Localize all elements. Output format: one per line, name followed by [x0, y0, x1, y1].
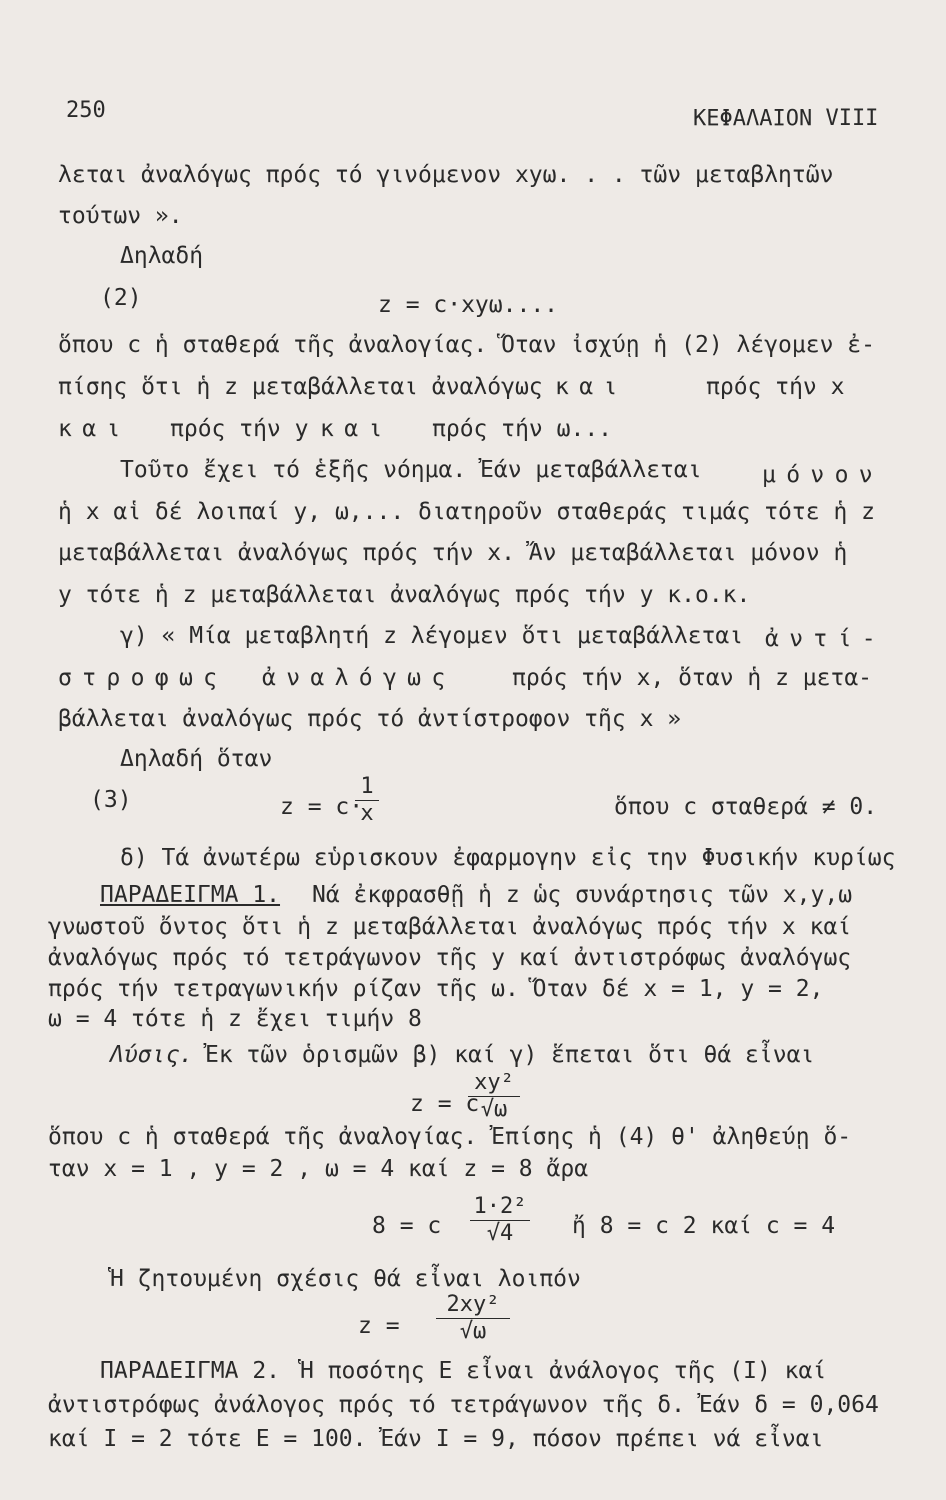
text-line: τούτων ».	[58, 203, 183, 229]
numerator: xy²	[474, 1070, 514, 1095]
solution-label: Λύσις.	[110, 1042, 194, 1068]
equation: z = c	[410, 1091, 480, 1117]
numerator: 2xy²	[446, 1292, 500, 1317]
example-label: ΠΑΡΑΔΕΙΓΜΑ 1.	[100, 882, 281, 908]
text-line: πρός τήν ω...	[432, 416, 613, 442]
numerator: 1·2²	[473, 1194, 527, 1219]
fraction	[436, 1292, 510, 1345]
spaced-word: και	[555, 374, 628, 400]
text-line: πρός τήν τετραγωνικήν ρίζαν τῆς ω. Ὅταν δέ x = 1, y = 2,	[48, 976, 824, 1002]
text-line: γ) « Μία μεταβλητή z λέγομεν ὅτι μεταβάλλεται	[120, 623, 744, 649]
text-line: μεταβάλλεται ἀναλόγως πρός τήν x. Ἄν μεταβάλλεται μόνον ἡ	[58, 540, 848, 566]
text-line: πρός τήν x	[706, 374, 845, 400]
text-line: Ἐκ τῶν ὁρισμῶν β) καί γ) ἕπεται ὅτι θά εἶναι	[205, 1042, 815, 1068]
spaced-word: και	[58, 416, 131, 442]
numerator: 1	[360, 774, 374, 799]
text-line: καί I = 2 τότε E = 100. Ἐάν I = 9, πόσον πρέπει νά εἶναι	[48, 1426, 824, 1452]
fraction	[470, 1194, 530, 1247]
text-line: Δηλαδή	[120, 243, 204, 269]
text-line: Ἡ ζητουμένη σχέσις θά εἶναι λοιπόν	[110, 1266, 581, 1292]
fraction	[468, 1070, 520, 1123]
text-line: Δηλαδή ὅταν	[120, 746, 273, 772]
page-number: 250	[66, 98, 106, 123]
text-line: πρός τήν y	[170, 416, 309, 442]
equation: z = c·	[280, 794, 364, 820]
spaced-word: ἀντί-	[765, 626, 886, 652]
spaced-word: ἀναλόγως	[262, 665, 456, 691]
equation: z =	[358, 1313, 400, 1339]
text-line: Νά ἐκφρασθῇ ἡ z ὡς συνάρτησις τῶν x,y,ω	[312, 882, 853, 908]
text-line: ἀναλόγως πρός τό τετράγωνον τῆς y καί ἀντιστρόφως ἀναλόγως	[48, 945, 852, 971]
text-line: y τότε ἡ z μεταβάλλεται ἀναλόγως πρός τήν y κ.ο.κ.	[58, 582, 751, 608]
spaced-word: στροφως	[58, 665, 228, 691]
denominator: √4	[470, 1220, 530, 1247]
text-line: βάλλεται ἀναλόγως πρός τό ἀντίστροφον τῆς x »	[58, 706, 682, 732]
equation: ἤ 8 = c 2 καί c = 4	[572, 1213, 836, 1239]
text-line: λεται ἀναλόγως πρός τό γινόμενον xyω. . . τῶν μεταβλητῶν	[58, 162, 834, 188]
text-line: Τοῦτο ἔχει τό ἑξῆς νόημα. Ἐάν μεταβάλλεται	[120, 457, 702, 483]
equation-number: (2)	[100, 285, 142, 311]
text-line: πίσης ὅτι ἡ z μεταβάλλεται ἀναλόγως	[58, 374, 543, 400]
text-line: ταν x = 1 , y = 2 , ω = 4 καί z = 8 ἄρα	[48, 1156, 589, 1182]
text-line: Ἡ ποσότης E εἶναι ἀνάλογος τῆς (I) καί	[300, 1358, 827, 1384]
text-line: δ) Τά ἀνωτέρω εὑρισκουν ἐφαρμογην εἰς την Φυσικήν κυρίως	[120, 845, 896, 871]
fraction	[355, 774, 379, 827]
denominator: √ω	[468, 1096, 520, 1123]
text-line: γνωστοῦ ὄντος ὅτι ἡ z μεταβάλλεται ἀναλόγως πρός τήν x καί	[48, 914, 852, 940]
denominator: √ω	[436, 1318, 510, 1345]
text-line: ἀντιστρόφως ἀνάλογος πρός τό τετράγωνον τῆς δ. Ἐάν δ = 0,064	[48, 1392, 879, 1418]
text-line: ἡ x αἱ δέ λοιπαί y, ω,... διατηροῦν σταθεράς τιμάς τότε ἡ z	[58, 499, 875, 525]
text-line: ὅπου c ἡ σταθερά τῆς ἀναλογίας. Ὅταν ἰσχύῃ ἡ (2) λέγομεν ἐ-	[58, 332, 875, 358]
chapter-header: ΚΕΦΑΛΑΙΟΝ VIII	[693, 106, 879, 131]
spaced-word: και	[320, 416, 393, 442]
equation-number: (3)	[90, 787, 132, 813]
text-line: ὅπου c ἡ σταθερά τῆς ἀναλογίας. Ἐπίσης ἡ (4) θ' ἀληθεύῃ ὅ-	[48, 1124, 852, 1150]
text-line: ω = 4 τότε ἡ z ἔχει τιμήν 8	[48, 1006, 422, 1032]
equation: 8 = c	[372, 1213, 442, 1239]
example-label: ΠΑΡΑΔΕΙΓΜΑ 2.	[100, 1358, 281, 1384]
equation: z = c·xyω....	[378, 292, 559, 318]
denominator: x	[355, 800, 379, 827]
text-line: πρός τήν x, ὅταν ἡ z μετα-	[512, 665, 873, 691]
spaced-word: μόνον	[762, 462, 883, 488]
text-line: ὅπου c σταθερά ≠ 0.	[614, 794, 878, 820]
